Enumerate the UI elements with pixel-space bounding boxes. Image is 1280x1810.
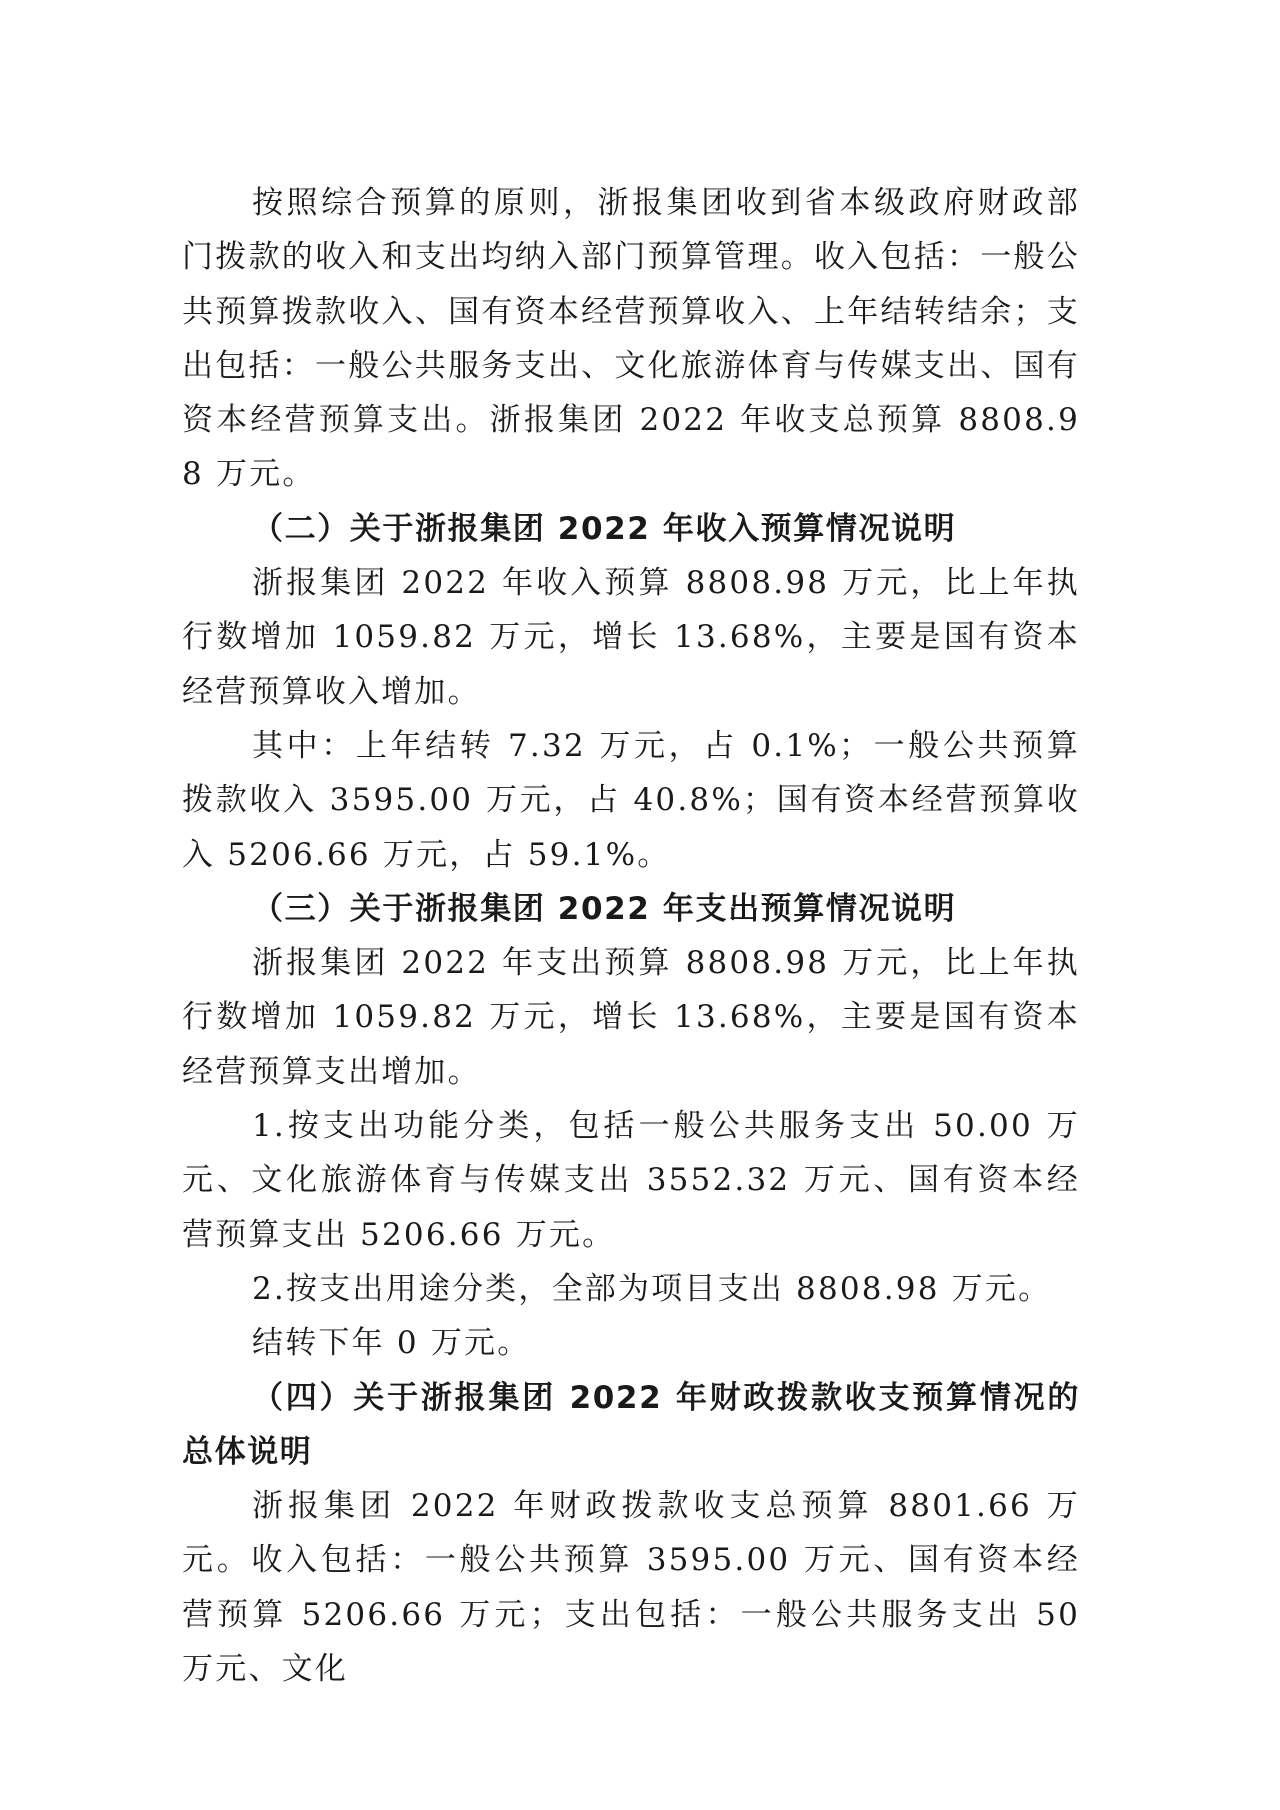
document-body [182,176,1080,1696]
paragraph-expenditure-total: 浙报集团 2022 年支出预算 8808.98 万元，比上年执行数增加 1059.82 万元，增长 13.68%，主要是国有资本经营预算支出增加。 [182,945,1080,1090]
paragraph-expenditure-by-use: 2.按支出用途分类，全部为项目支出 8808.98 万元。 [252,1270,1052,1307]
section-heading-income: （二）关于浙报集团 2022 年收入预算情况说明 [252,510,957,547]
paragraph-income-total: 浙报集团 2022 年收入预算 8808.98 万元，比上年执行数增加 1059.82 万元，增长 13.68%，主要是国有资本经营预算收入增加。 [182,565,1080,710]
paragraph-fiscal-appropriation: 浙报集团 2022 年财政拨款收支总预算 8801.66 万元。收入包括：一般公共预算 3595.00 万元、国有资本经营预算 5206.66 万元；支出包括：一般公共服务支出 50 万元、文化 [182,1488,1080,1688]
paragraph-budget-principle: 按照综合预算的原则，浙报集团收到省本级政府财政部门拨款的收入和支出均纳入部门预算管理。收入包括：一般公共预算拨款收入、国有资本经营预算收入、上年结转结余；支出包括：一般公共服务支出、文化旅游体育与传媒支出、国有资本经营预算支出。浙报集团 2022 年收支总预算 8808.98 万元。 [182,185,1080,493]
paragraph-income-breakdown: 其中：上年结转 7.32 万元，占 0.1%；一般公共预算拨款收入 3595.00 万元，占 40.8%；国有资本经营预算收入 5206.66 万元，占 59.1%。 [182,727,1080,873]
section-heading-expenditure: （三）关于浙报集团 2022 年支出预算情况说明 [252,890,957,927]
paragraph-carryover: 结转下年 0 万元。 [252,1325,531,1362]
section-heading-fiscal-appropriation: （四）关于浙报集团 2022 年财政拨款收支预算情况的总体说明 [182,1379,1080,1470]
paragraph-expenditure-by-function: 1.按支出功能分类，包括一般公共服务支出 50.00 万元、文化旅游体育与传媒支出 3552.32 万元、国有资本经营预算支出 5206.66 万元。 [182,1108,1080,1253]
